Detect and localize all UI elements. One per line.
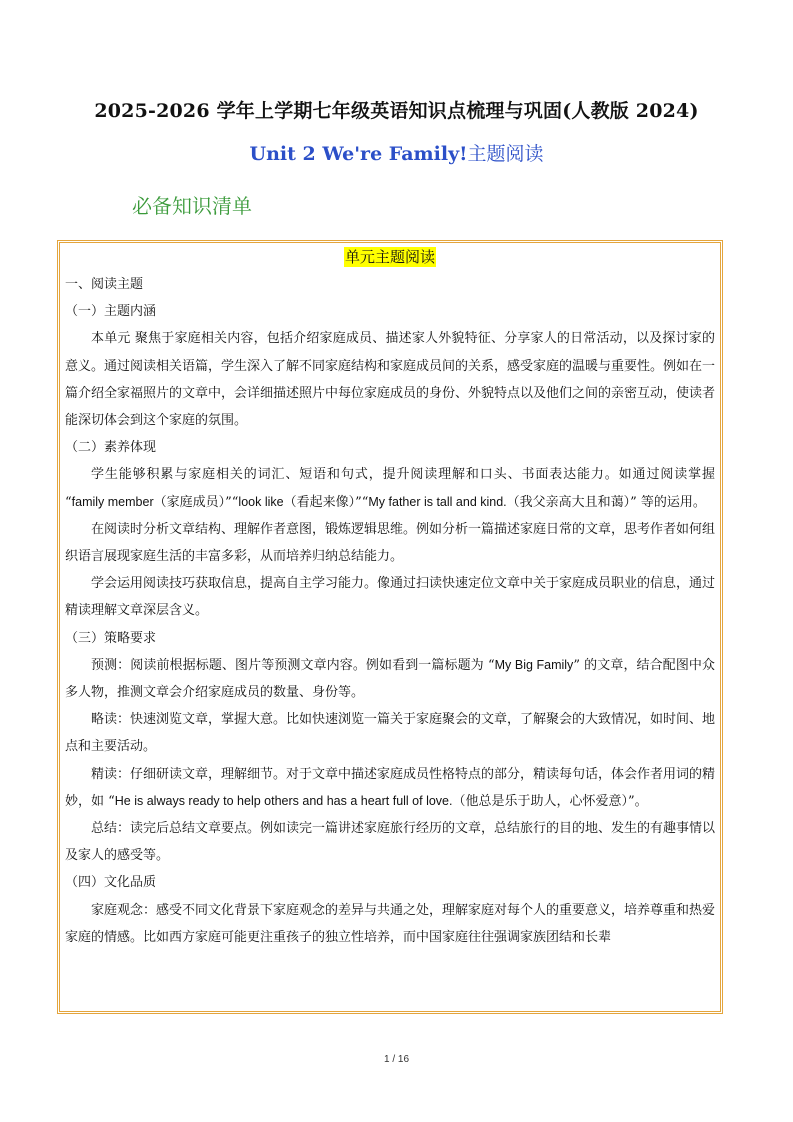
literacy-en-3: My father is tall and kind.: [368, 494, 507, 509]
paragraph-strategy-summary: 总结：读完后总结文章要点。例如读完一篇讲述家庭旅行经历的文章，总结旅行的目的地、发生的有趣事情以及家人的感受等。: [65, 821, 716, 864]
literacy-en-2: look like: [238, 494, 284, 509]
paragraph-culture: 家庭观念：感受不同文化背景下家庭观念的差异与共通之处，理解家庭对每个人的重要意义，培养尊重和热爱家庭的情感。比如西方家庭可能更注重孩子的独立性培养，而中国家庭往往强调家族团结和长辈: [65, 902, 716, 945]
intensive-en: He is always ready to help others and has a heart full of love.: [114, 793, 453, 808]
literacy-text-c: （看起来像）”“: [283, 494, 369, 510]
paragraph-theme: 本单元 聚焦于家庭相关内容，包括介绍家庭成员、描述家人外貌特征、分享家人的日常活动，以及探讨家的意义。通过阅读相关语篇，学生深入了解不同家庭结构和家庭成员间的关系，感受家庭的温暖与重要性。例如在一篇介绍全家福照片的文章中，会详细描述照片中每位家庭成员的身份、外貌特点以及他们之间的亲密互动，使读者能深切体会到这个家庭的氛围。: [65, 331, 716, 429]
unit-subtitle: [0, 139, 793, 166]
intensive-text-a: 精读：仔细研读文章，理解细节。对于文章中描述家庭成员性格特点的部分，精读每句话，体会作者用词的精妙，如 “: [65, 766, 716, 809]
predict-en: My Big Family: [494, 657, 574, 672]
box-content: [60, 271, 720, 951]
paragraph-strategy-predict: [65, 652, 715, 706]
paragraph-strategy-intensive: [65, 761, 715, 815]
predict-text-b: ” 的文章，结合配图中众多人物，推测文章会介绍家庭成员的数量、身份等。: [65, 657, 716, 701]
section-heading: 必备知识清单: [132, 194, 252, 218]
literacy-text-d: （我父亲高大且和蔼）” 等的运用。: [506, 494, 706, 510]
unit-subtitle-cn: 主题阅读: [467, 143, 544, 165]
box-title-row: [60, 243, 720, 271]
subheading-culture: （四）文化品质: [65, 875, 157, 891]
intensive-text-b: （他总是乐于助人，心怀爱意）”。: [452, 793, 648, 809]
reading-topic-box: [57, 240, 723, 1014]
box-title: 单元主题阅读: [344, 248, 435, 266]
paragraph-literacy-2: 在阅读时分析文章结构、理解作者意图，锻炼逻辑思维。例如分析一篇描述家庭日常的文章，思考作者如何组织语言展现家庭生活的丰富多彩，从而培养归纳总结能力。: [65, 521, 716, 565]
predict-text-a: 预测：阅读前根据标题、图片等预测文章内容。例如看到一篇标题为 “: [91, 657, 495, 673]
literacy-en-1: family member: [71, 494, 154, 509]
paragraph-literacy-3: 学会运用阅读技巧获取信息，提高自主学习能力。像通过扫读快速定位文章中关于家庭成员职业的信息，通过精读理解文章深层含义。: [65, 576, 716, 619]
paragraph-strategy-skim: 略读：快速浏览文章，掌握大意。比如快速浏览一篇关于家庭聚会的文章，了解聚会的大致情况，如时间、地点和主要活动。: [65, 712, 716, 755]
paragraph-literacy-1: [65, 461, 715, 515]
literacy-text-b: （家庭成员）”“: [153, 494, 239, 510]
document-title: 2025-2026 学年上学期七年级英语知识点梳理与巩固(人教版 2024): [94, 100, 699, 122]
heading-reading-topic: 一、阅读主题: [65, 277, 144, 292]
page-number: 1 / 16: [383, 1054, 410, 1065]
subheading-strategy: （三）策略要求: [65, 630, 157, 646]
subheading-literacy: （二）素养体现: [65, 440, 157, 456]
unit-subtitle-en: Unit 2 We're Family!: [249, 143, 468, 165]
subheading-theme: （一）主题内涵: [65, 304, 157, 320]
literacy-text-a: 学生能够积累与家庭相关的词汇、短语和句式，提升阅读理解和口头、书面表达能力。如通过阅读掌握 “: [65, 467, 715, 510]
